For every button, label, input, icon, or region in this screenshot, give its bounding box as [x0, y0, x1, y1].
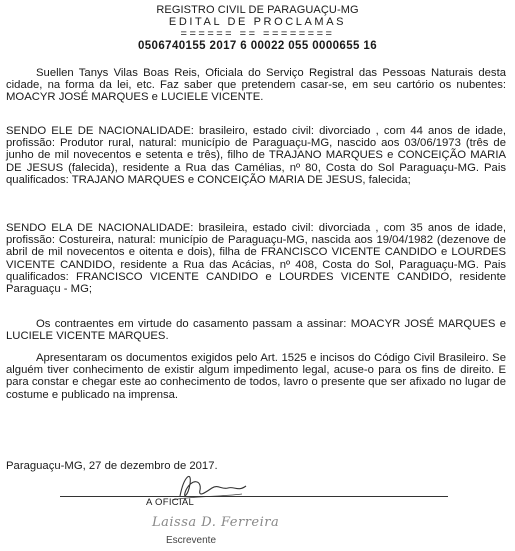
registry-title: REGISTRO CIVIL DE PARAGUAÇU-MG — [156, 4, 359, 16]
edital-title: EDITAL DE PROCLAMAS — [168, 16, 347, 28]
signing-text: Os contraentes em virtude do casamento passam a assinar: MOACYR JOSÉ MARQUES e LUCIELE VICENTE MARQUES. — [6, 318, 506, 343]
title-underline: ====== == ======== — [180, 28, 335, 40]
signer-role: Escrevente — [166, 535, 217, 546]
bride-paragraph: SENDO ELA DE NACIONALIDADE: brasileira, estado civil: divorciada , com 35 anos de idade, profissão: Costureira, natural: município de Paraguaçu-MG, nascida aos 19/04/1982 (dezenove de abril de mil novecentos e oitenta e dois), filha de FRANCISCO VICENTE CANDIDO e LOURDES VICENTE CANDIDO, residente a Rua das Acácias, nº 408, Costa do Sol, Paraguaçu-MG. Pais qualificados: FRANCISCO VICENTE CANDIDO e LOURDES VICENTE CANDIDO, residente Paraguaçu - MG; — [6, 222, 506, 296]
intro-text: Suellen Tanys Vilas Boas Reis, Oficiala do Serviço Registral das Pessoas Naturais desta cidade, na forma da lei, etc. Faz saber que pretendem casar-se, em seu cartório os nubentes: MOACYR JOSÉ MARQUES e LUCIELE VICENTE. — [6, 67, 506, 104]
registry-number: 0506740155 2017 6 00022 055 0000655 16 — [137, 40, 378, 52]
document-date: Paraguaçu-MG, 27 de dezembro de 2017. — [6, 460, 218, 472]
signing-paragraph — [6, 318, 506, 342]
documents-paragraph — [6, 352, 506, 401]
documents-text: Apresentaram os documentos exigidos pelo Art. 1525 e incisos do Código Civil Brasileiro. Se alguém tiver conhecimento de existir algum impedimento legal, acuse-o para os fins de direito. E para constar e chegar este ao conhecimento de todos, lavro o presente que ser afixado no lugar de costume e publicado na imprensa. — [6, 352, 506, 401]
intro-paragraph — [6, 67, 506, 104]
official-label: A OFICIAL — [146, 497, 195, 508]
signature-line — [60, 496, 448, 497]
groom-paragraph: SENDO ELE DE NACIONALIDADE: brasileiro, estado civil: divorciado , com 44 anos de idade, profissão: Produtor rural, natural: município de Paraguaçu-MG, nascido aos 03/06/1973 (três de junho de mil novecentos e setenta e três), filho de TRAJANO MARQUES e CONCEIÇÃO MARIA DE JESUS (falecida), residente a Rua das Camélias, nº 80, Costa do Sol Paraguaçu-MG. Pais qualificados: TRAJANO MARQUES e CONCEIÇÃO MARIA DE JESUS, falecida; — [6, 125, 506, 186]
signer-name: Laissa D. Ferreira — [152, 515, 280, 530]
